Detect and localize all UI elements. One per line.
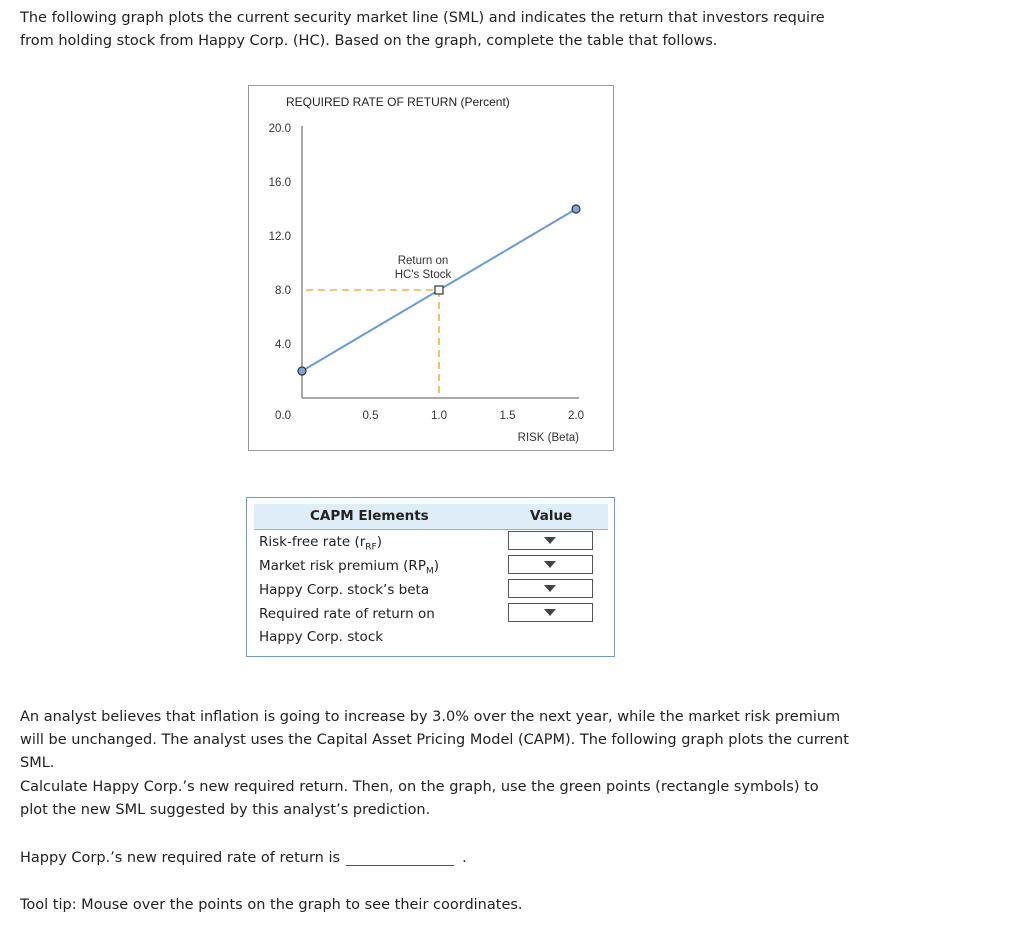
instruction-paragraph: Calculate Happy Corp.’s new required return. Then, on the graph, use the green points (rectangle symbols) to plot the new SML suggested by this analyst’s prediction.: [20, 779, 819, 818]
market-risk-premium-dropdown[interactable]: [508, 555, 593, 574]
sml-end-point[interactable]: [572, 205, 580, 213]
intro-paragraph: The following graph plots the current security market line (SML) and indicates the return that investors require from holding stock from Happy Corp. (HC). Based on the graph, complete the table that follows.: [20, 10, 825, 49]
answer-period: .: [462, 850, 467, 866]
header-capm-elements: CAPM Elements: [310, 508, 429, 524]
sml-start-point[interactable]: [298, 367, 306, 375]
answer-line: [20, 847, 467, 870]
required-return-dropdown[interactable]: [508, 603, 593, 622]
y-tick-label: 20.0: [268, 123, 291, 135]
x-tick-label: 2.0: [568, 410, 584, 422]
x-axis-label: RISK (Beta): [517, 432, 579, 444]
capm-table: [246, 497, 615, 657]
row-required-return-line2: Happy Corp. stock: [259, 629, 384, 645]
risk-free-rate-dropdown[interactable]: [508, 531, 593, 550]
y-tick-label: 8.0: [275, 285, 291, 297]
chevron-down-icon: [544, 561, 556, 568]
chevron-down-icon: [544, 609, 556, 616]
y-tick-label: 4.0: [275, 339, 291, 351]
annotation-line2: HC's Stock: [394, 269, 452, 281]
hc-stock-point[interactable]: [435, 286, 443, 294]
row-market-risk-premium: Market risk premium $(RP_M)$: [259, 558, 440, 577]
chart-title: REQUIRED RATE OF RETURN (Percent): [286, 95, 510, 109]
x-tick-label: 1.0: [431, 410, 447, 422]
row-stock-beta: Happy Corp. stock’s beta: [259, 582, 430, 598]
stock-beta-dropdown[interactable]: [508, 579, 593, 598]
annotation-line1: Return on: [397, 255, 449, 267]
x-tick-label: 0.0: [275, 410, 291, 422]
sml-graph-svg: [249, 86, 613, 450]
sml-graph[interactable]: [248, 85, 614, 451]
row-risk-free-rate: Risk-free rate $(r_{RF})$: [259, 534, 383, 553]
tooltip-text: Tool tip: Mouse over the points on the graph to see their coordinates.: [20, 897, 523, 913]
new-required-return-input[interactable]: [346, 849, 454, 866]
y-tick-label: 16.0: [268, 177, 291, 189]
row-required-return-line1: Required rate of return on: [259, 606, 435, 622]
chevron-down-icon: [544, 585, 556, 592]
header-value: Value: [530, 508, 573, 524]
y-tick-label: 12.0: [268, 231, 291, 243]
x-tick-label: 1.5: [499, 410, 516, 422]
chevron-down-icon: [544, 537, 556, 544]
analyst-paragraph: An analyst believes that inflation is going to increase by 3.0% over the next year, while the market risk premium will be unchanged. The analyst uses the Capital Asset Pricing Model (CAPM). The following graph plots the current SML.: [20, 709, 849, 771]
answer-label: Happy Corp.’s new required rate of return is: [20, 850, 341, 866]
x-tick-label: 0.5: [362, 410, 379, 422]
table-header: [254, 504, 608, 530]
